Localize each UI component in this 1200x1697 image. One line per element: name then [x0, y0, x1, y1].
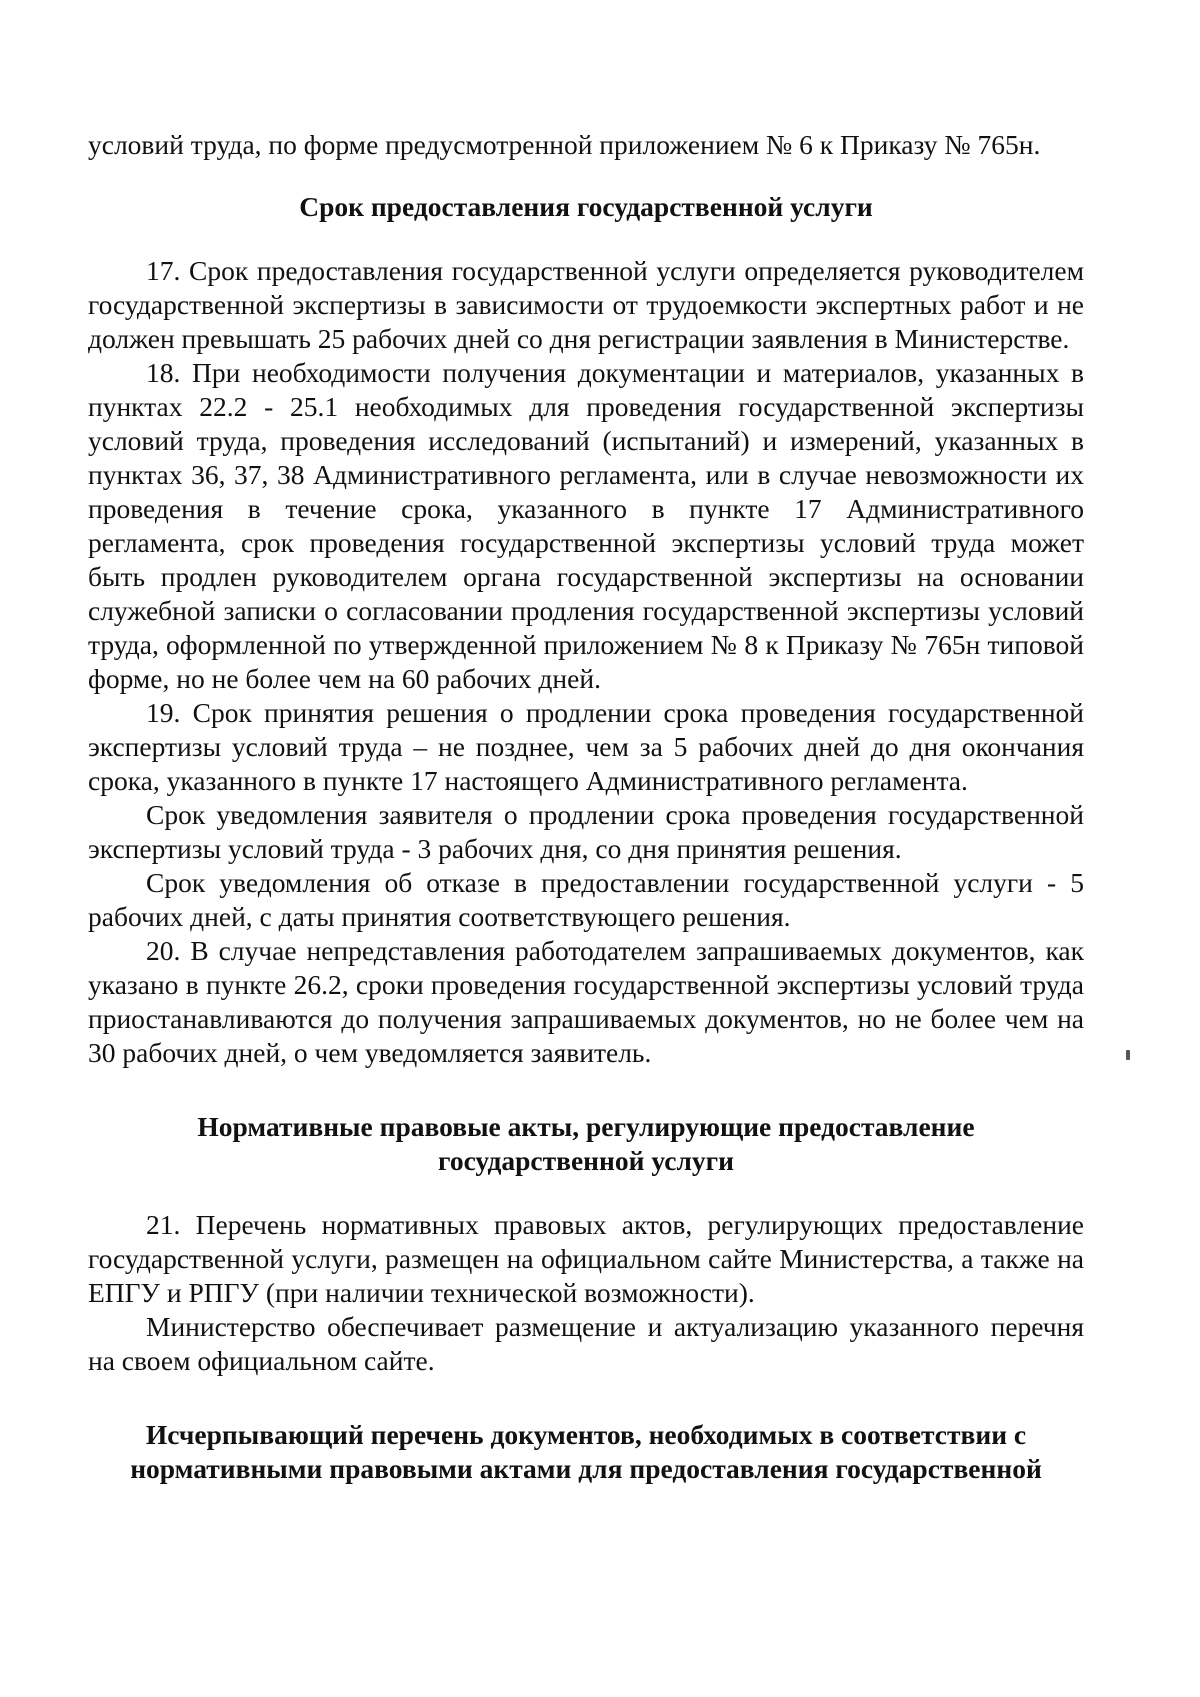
section-heading-legal-acts — [88, 1110, 1084, 1178]
paragraph-continuation: условий труда, по форме предусмотренной приложением № 6 к Приказу № 765н. — [88, 129, 1041, 160]
section-heading-documents-line-2: нормативными правовыми актами для предоставления государственной — [130, 1453, 1042, 1484]
paragraph-19-notice: Срок уведомления заявителя о продлении срока проведения государственной экспертизы условий труда - 3 рабочих дня, со дня принятия решения. — [88, 799, 1084, 864]
paragraph-18: 18. При необходимости получения документации и материалов, указанных в пунктах 22.2 - 25.1 необходимых для проведения государственной экспертизы условий труда, проведения исследований (испытаний) и измерений, указанных в пунктах 36, 37, 38 Административного регламента, или в случае невозможности их проведения в течение срока, указанного в пункте 17 Административного регламента, срок проведения государственной экспертизы условий труда может быть продлен руководителем органа государственной экспертизы на основании служебной записки о согласовании продления государственной экспертизы условий труда, оформленной по утвержденной приложением № 8 к Приказу № 765н типовой форме, но не более чем на 60 рабочих дней. — [88, 357, 1084, 694]
scan-artifact-mark — [1126, 1050, 1130, 1060]
document-body — [88, 128, 1084, 1486]
paragraph-20: 20. В случае непредставления работодателем запрашиваемых документов, как указано в пункте 26.2, сроки проведения государственной экспертизы условий труда приостанавливаются до получения запрашиваемых документов, но не более чем на 30 рабочих дней, о чем уведомляется заявитель. — [88, 935, 1084, 1068]
paragraph-21: 21. Перечень нормативных правовых актов, регулирующих предоставление государственной услуги, размещен на официальном сайте Министерства, а также на ЕПГУ и РПГУ (при наличии технической возможности). — [88, 1209, 1084, 1308]
section-heading-legal-acts-line-1: Нормативные правовые акты, регулирующие предоставление — [197, 1111, 975, 1142]
section-heading-documents-line-1: Исчерпывающий перечень документов, необходимых в соответствии с — [145, 1419, 1027, 1450]
section-heading-legal-acts-line-2: государственной услуги — [438, 1145, 734, 1176]
paragraph-19-refusal: Срок уведомления об отказе в предоставлении государственной услуги - 5 рабочих дней, с даты принятия соответствующего решения. — [88, 867, 1084, 932]
paragraph-17: 17. Срок предоставления государственной услуги определяется руководителем государственной экспертизы в зависимости от трудоемкости экспертных работ и не должен превышать 25 рабочих дней со дня регистрации заявления в Министерстве. — [88, 255, 1084, 354]
section-heading-documents — [88, 1418, 1084, 1486]
paragraph-21-ministry: Министерство обеспечивает размещение и актуализацию указанного перечня на своем официальном сайте. — [88, 1311, 1084, 1376]
paragraph-19: 19. Срок принятия решения о продлении срока проведения государственной экспертизы условий труда – не позднее, чем за 5 рабочих дней до дня окончания срока, указанного в пункте 17 настоящего Административного регламента. — [88, 697, 1084, 796]
section-heading-service-term: Срок предоставления государственной услуги — [299, 191, 873, 222]
